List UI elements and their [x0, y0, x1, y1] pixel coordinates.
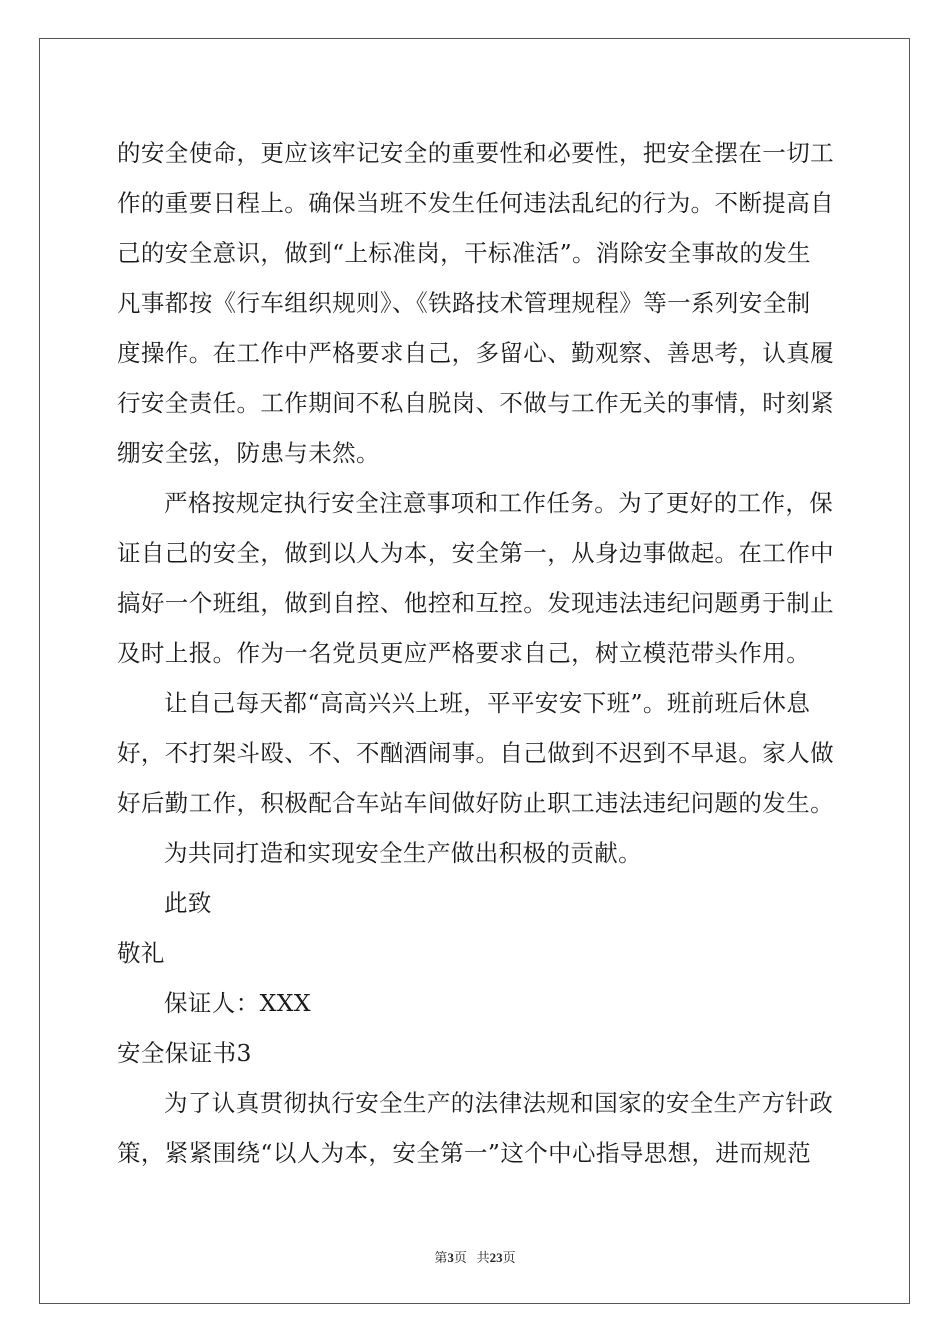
text-line: 凡事都按《行车组织规则》、《铁路技术管理规程》等一系列安全制: [117, 289, 811, 317]
text-line: 度操作。在工作中严格要求自己，多留心、勤观察、善思考，认真履: [117, 339, 834, 367]
text-line: 行安全责任。工作期间不私自脱岗、不做与工作无关的事情，时刻紧: [117, 389, 834, 417]
paragraph-start-line: 为共同打造和实现安全生产做出积极的贡献。: [164, 839, 642, 867]
section-heading: 安全保证书3: [117, 1039, 252, 1067]
page-number: 3: [447, 1250, 454, 1265]
paragraph-start-line: 为了认真贯彻执行安全生产的法律法规和国家的安全生产方针政: [164, 1089, 834, 1117]
text-line: 己的安全意识，做到“上标准岗，干标准活”。消除安全事故的发生: [117, 239, 812, 267]
paragraph-start-line: 让自己每天都“高高兴兴上班，平平安安下班”。班前班后休息: [164, 689, 811, 717]
text-line: 绷安全弦，防患与未然。: [117, 439, 380, 467]
total-suffix: 页: [502, 1250, 516, 1265]
page-prefix: 第: [434, 1250, 448, 1265]
text-line: 好后勤工作，积极配合车站车间做好防止职工违法违纪问题的发生。: [117, 789, 834, 817]
total-prefix: 共: [476, 1250, 490, 1265]
closing-salutation: 此致: [164, 889, 212, 917]
text-line: 证自己的安全，做到以人为本，安全第一，从身边事做起。在工作中: [117, 539, 834, 567]
closing-greeting: 敬礼: [117, 939, 165, 967]
page-suffix: 页: [453, 1250, 467, 1265]
page-footer: [0, 1247, 950, 1266]
text-line: 搞好一个班组，做到自控、他控和互控。发现违法违纪问题勇于制止: [117, 589, 834, 617]
text-line: 策，紧紧围绕“以人为本，安全第一”这个中心指导思想，进而规范: [117, 1139, 812, 1167]
document-body: [117, 128, 835, 1178]
total-pages: 23: [489, 1250, 503, 1265]
text-line: 好，不打架斗殴、不、不酗酒闹事。自己做到不迟到不早退。家人做: [117, 739, 834, 767]
text-line: 的安全使命，更应该牢记安全的重要性和必要性，把安全摆在一切工: [117, 139, 834, 167]
text-line: 及时上报。作为一名党员更应严格要求自己，树立模范带头作用。: [117, 639, 811, 667]
signature-line: 保证人：XXX: [164, 989, 311, 1017]
text-line: 作的重要日程上。确保当班不发生任何违法乱纪的行为。不断提高自: [117, 189, 834, 217]
paragraph-start-line: 严格按规定执行安全注意事项和工作任务。为了更好的工作，保: [164, 489, 834, 517]
